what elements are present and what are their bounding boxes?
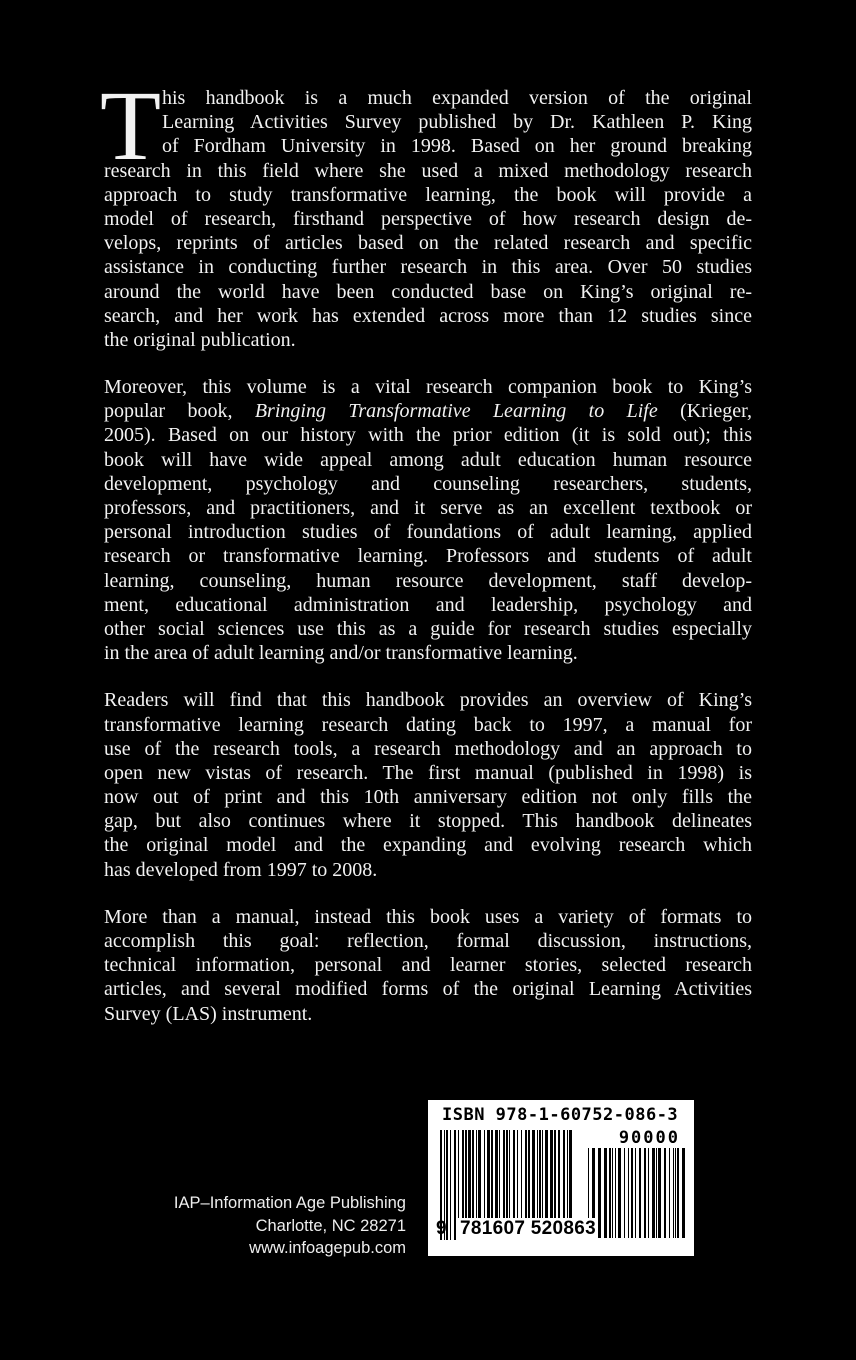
text-line: book will have wide appeal among adult education human resource [104,448,752,471]
text-line: the original publication. [104,328,296,351]
isbn-label: ISBN 978-1-60752-086-3 [442,1105,679,1125]
barcode-bar [673,1148,674,1238]
text-line: development, psychology and counseling researchers, students, [104,472,752,495]
barcode-bar [669,1148,670,1238]
text-line: Moreover, this volume is a vital research companion book to King’s [104,376,752,399]
text-line: now out of print and this 10th anniversary edition not only fills the [104,786,752,809]
text-line: research in this field where she used a mixed methodology research [104,159,752,182]
isbn-barcode [428,1100,694,1256]
addon-digits: 90000 [618,1128,680,1148]
barcode-bar [631,1148,633,1238]
barcode-bar [624,1148,625,1238]
barcode-bar [628,1148,629,1238]
barcode-bar [454,1130,456,1240]
paragraph [104,905,752,1026]
text-line: learning, counseling, human resource development, staff develop- [104,569,752,592]
barcode-bar [658,1148,661,1238]
text-line: ment, educational administration and leadership, psychology and [104,593,752,616]
text-line: Learning Activities Survey published by Dr. Kathleen P. King [162,111,752,134]
paragraph [104,375,752,665]
text-line: gap, but also continues where it stopped. This handbook delineates [104,810,752,833]
barcode-bar [450,1130,451,1240]
text-line: Readers will find that this handbook provides an overview of King’s [104,689,752,712]
barcode-bar [639,1148,641,1238]
text-line: the original model and the expanding and evolving research which [104,834,752,857]
text-line: open new vistas of research. The first manual (published in 1998) is [104,761,752,784]
text-line: other social sciences use this as a guide for research studies especially [104,617,752,640]
text-line: professors, and practitioners, and it serve as an excellent textbook or [104,497,752,519]
text-line: articles, and several modified forms of the original Learning Activities [104,978,752,1001]
publisher-city: Charlotte, NC 28271 [255,1216,406,1235]
book-title: Bringing Transformative Learning to Life [254,400,658,423]
text-line: technical information, personal and learner stories, selected research [104,954,752,977]
text-line: his handbook is a much expanded version of the original [162,87,752,109]
text-line: of Fordham University in 1998. Based on her ground breaking [162,135,752,158]
text-segment: (Krieger, [657,400,753,423]
text-line [104,399,752,423]
publisher-name: IAP–Information Age Publishing [173,1194,406,1212]
paragraph [104,688,752,882]
barcode-bar [604,1148,607,1238]
barcode-bar [682,1148,685,1238]
text-line: model of research, firsthand perspective of how research design de- [104,207,752,230]
barcode-bar [648,1148,649,1238]
text-line: in the area of adult learning and/or transformative learning. [104,642,578,665]
barcode-bar [635,1148,636,1238]
barcode-bar [664,1148,666,1238]
text-segment: popular book, [104,400,255,423]
barcode-digits: 781607 520863 [460,1218,596,1239]
text-line: has developed from 1997 to 2008. [104,858,378,881]
lead-digit: 9 [436,1218,447,1239]
text-line: search, and her work has extended across more than 12 studies since [104,304,752,327]
text-line: personal introduction studies of foundations of adult learning, applied [104,521,752,544]
barcode-bar [612,1148,613,1238]
drop-cap: T [100,70,162,181]
publisher-website: www.infoagepub.com [249,1239,406,1257]
text-line: velops, reprints of articles based on the related research and specific [104,232,752,255]
barcode-bar [618,1148,621,1238]
text-line: transformative learning research dating back to 1997, a manual for [104,713,752,736]
barcode-bar [652,1148,655,1238]
barcode-bar [609,1148,611,1238]
text-line: accomplish this goal: reflection, formal discussion, instructions, [104,930,752,952]
barcode-bar [677,1148,679,1238]
barcode-bar [615,1148,616,1238]
barcode-bar [656,1148,657,1238]
barcode-bar [598,1148,601,1238]
publisher-info [174,1192,406,1260]
text-line: around the world have been conducted base on King’s original re- [104,280,752,303]
text-line: 2005). Based on our history with the prior edition (it is sold out); this [104,424,752,447]
text-line: research or transformative learning. Professors and students of adult [104,545,752,568]
barcode-bar [675,1148,676,1238]
paragraph [104,86,752,352]
barcode-bar [644,1148,646,1238]
text-line: approach to study transformative learning, the book will provide a [104,183,752,206]
text-line: assistance in conducting further research in this area. Over 50 studies [104,256,752,279]
text-line: use of the research tools, a research methodology and an approach to [104,737,752,760]
text-line: More than a manual, instead this book uses a variety of formats to [104,905,752,928]
text-line: Survey (LAS) instrument. [104,1002,313,1025]
back-cover-description [104,86,752,1049]
